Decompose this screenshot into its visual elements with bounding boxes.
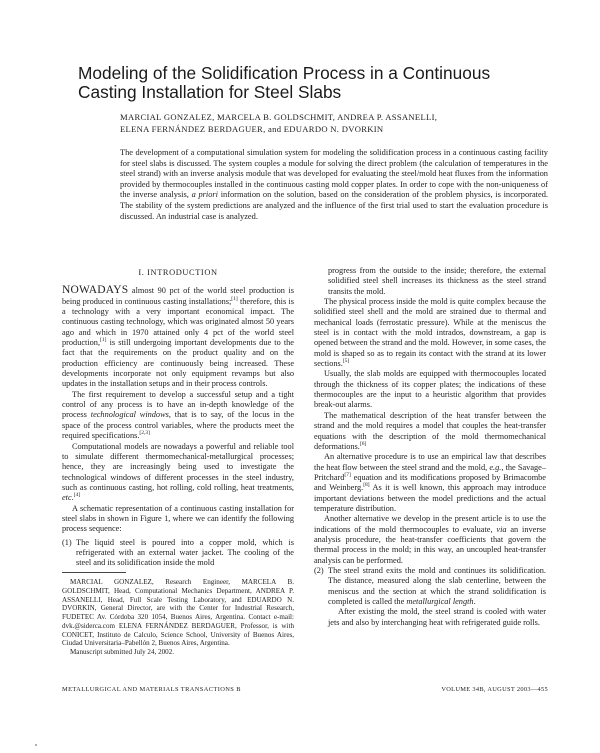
journal-name: METALLURGICAL AND MATERIALS TRANSACTIONS B [62,686,241,693]
citation: [2,3] [139,430,150,437]
intro-p2-text-a: The first requirement to develop a successful setup and a tight control of any process is to have an in-depth knowledge of the process [62,389,294,420]
intro-p3-text-b: . [71,493,74,503]
intro-paragraph-1 [62,285,294,389]
footnote-affiliations: MARCIAL GONZALEZ, Research Engineer, MARCELA B. GOLDSCHMIT, Head, Computational Mechanics Department, ANDREA P. ASSANELLI, Head, Full Scale Testing Laboratory, and EDUARDO N. DVORKIN, General Director, are with the Center for Industrial Research, FUDETEC Av. Córdoba 320 1054, Buenos Aires, Argentina. Contact e-mail: dvk.@siderca.com ELENA FERNÁNDEZ BERDAGUER, Professor, is with CONICET, Instituto de Calculo, Science School, University of Buenos Aires, Ciudad Universitaria–Pabellón 2, Buenos Aires, Argentina. [62,578,294,648]
right-p5-italic: e.g. [489,462,502,472]
list-text-continued: After existing the mold, the steel strand is cooled with water jets and also by interchanging heat with refrigerated guide rolls. [328,607,546,627]
right-column [314,266,546,628]
right-p5-text-a: An alternative procedure is to use an empirical law that describes the heat flow between the steel strand and the mold, [314,452,546,472]
footnote-manuscript-date: Manuscript submitted July 24, 2002. [70,648,175,656]
citation: [5] [342,358,350,365]
right-paragraph-5 [314,452,546,514]
list-text: The liquid steel is poured into a copper mold, which is refrigerated with an external water jacket. The cooling of the steel and its solidification inside the mold [76,537,294,568]
citation: [6] [359,441,367,448]
citation: [1] [100,337,107,344]
list-number: (2) [314,565,324,575]
right-p6-text-a: Another alternative we develop in the present article is to use the indications of the mold thermocouples to evaluate, [314,514,546,534]
right-paragraph-3: Usually, the slab molds are equipped with thermocouples located through the thickness of its copper plates; the indications of these thermocouples are the input to a heuristic algorithm that provides break-out alarms. [314,369,546,410]
section-heading: I. INTRODUCTION [138,268,218,277]
intro-paragraph-4: A schematic representation of a continuous casting installation for steel slabs in shown in Figure 1, where we can identify the following process sequence: [62,503,294,534]
author-line-2: ELENA FERNÁNDEZ BERDAGUER, and EDUARDO N. DVORKIN [120,123,384,134]
intro-paragraph-3 [62,442,294,504]
citation: [7] [344,472,351,479]
step2-text-a: The steel strand exits the mold and continues its solidification. The distance, measured along the slab centerline, between the meniscus and the section at which the strand solidification is completed is called the [328,565,546,606]
process-step-2 [314,566,546,628]
step2-italic: metallurgical length [406,597,474,606]
footnote-rule [62,572,126,573]
intro-p3-text-a: Computational models are nowadays a powerful and reliable tool to simulate different thermomechanical-metallurgical processes; hence, they are increasingly being used to investigate the technological windows of different processes in the steel industry, such as continuous casting, hot rolling, cold rolling, heat treatments, [62,441,294,492]
intro-p1-text-a: almost 90 pct of the world steel production is being produced in continuous casting installations; [62,286,294,306]
intro-p2-italic: technological windows [90,410,169,420]
left-column [62,268,294,569]
abstract-italic: a priori [191,190,218,200]
author-footnote [62,578,294,657]
volume-page: VOLUME 34B, AUGUST 2003—455 [441,686,548,693]
intro-p1-text-c: is still undergoing important developments due to the fact that the requirements on the product quality and on the production efficiency are continuously being increased. These developments incorporate not only equipment revamps but also updates in the installation setups and in their process controls. [62,338,294,389]
citation: [8] [363,482,370,489]
author-list [120,112,560,135]
intro-paragraph-2 [62,390,294,442]
intro-p2-text-b: , that is to say, of the locus in the space of the process control variables, where the products meet the required specifications. [62,410,294,441]
author-line-1: MARCIAL GONZALEZ, MARCELA B. GOLDSCHMIT, ANDREA P. ASSANELLI, [120,112,438,122]
scan-mark [35,744,37,746]
right-p6-text-b: an inverse analysis procedure, the heat-transfer coefficients that govern the thermal process in the mold; in this way, an uncoupled heat-transfer analysis can be performed. [314,524,546,565]
drop-cap-word: NOWADAYS [62,284,129,297]
process-step-1-continued [314,266,546,297]
list-text [328,566,546,607]
right-paragraph-6 [314,514,546,566]
right-p6-italic: via [496,524,507,534]
right-paragraph-4 [314,411,546,452]
list-number: (1) [62,537,72,547]
right-paragraph-2 [314,297,546,369]
step2-text-b: . [473,597,476,606]
intro-p3-italic: etc [62,493,72,503]
right-p5-text-b: , the Savage–Pritchard [314,462,546,482]
abstract-text-2: information on the solution, based on the consideration of the problem physics, is incorporated. The stability of the system predictions are analyzed and the influence of the first trial used to start the evaluation procedure is discussed. An industrial case is analyzed. [120,190,548,221]
right-text-1: progress from the outside to the inside; therefore, the external solidified steel shell increases its thickness as the steel strand transits the mold. [328,266,546,296]
process-step-1 [62,538,294,569]
right-p2-text: The physical process inside the mold is quite complex because the solidified steel shell and the mold are strained due to thermal and mechanical loads (ferrostatic pressure). While at the meniscus the steel is in contact with the mold intrados, downstream, a gap is opened between the strand and the mold. However, in some cases, the mold is shaped so as to regain its contact with the strand at its lower sections. [314,297,546,369]
right-p4-text: The mathematical description of the heat transfer between the strand and the mold requires a model that couples the heat-transfer equations with the description of the mold thermomechanical deformations. [314,410,546,451]
paper-title: Modeling of the Solidification Process in a Continuous Casting Installation for Steel Slabs [78,63,491,102]
right-p5-text-c: equation and its modifications proposed by Brimacombe and Weinberg. [314,472,546,493]
abstract [120,148,548,222]
citation: [4] [73,492,81,499]
citation: [1] [231,295,238,302]
abstract-text-1: The development of a computational simulation system for modeling the solidification process in a continuous casting facility for steel slabs is discussed. The system couples a module for solving the direct problem (the calculation of temperatures in the steel strand) with an inverse analysis module that was developed for evaluating the steel/mold heat fluxes from the information provided by thermocouples installed in the continuous casting mold copper plates. In order to cope with the non-uniqueness of the inverse analysis, [120,148,548,200]
right-p5-text-d: As it is well known, this approach may introduce important deviations between the model predictions and the actual temperature distribution. [314,483,547,513]
intro-p1-text-b: therefore, this is a technology with a very important economical impact. The continuous casting technology, which was originated almost 50 years ago and which in 1970 attained only 4 pct of the world steel production, [62,296,294,348]
